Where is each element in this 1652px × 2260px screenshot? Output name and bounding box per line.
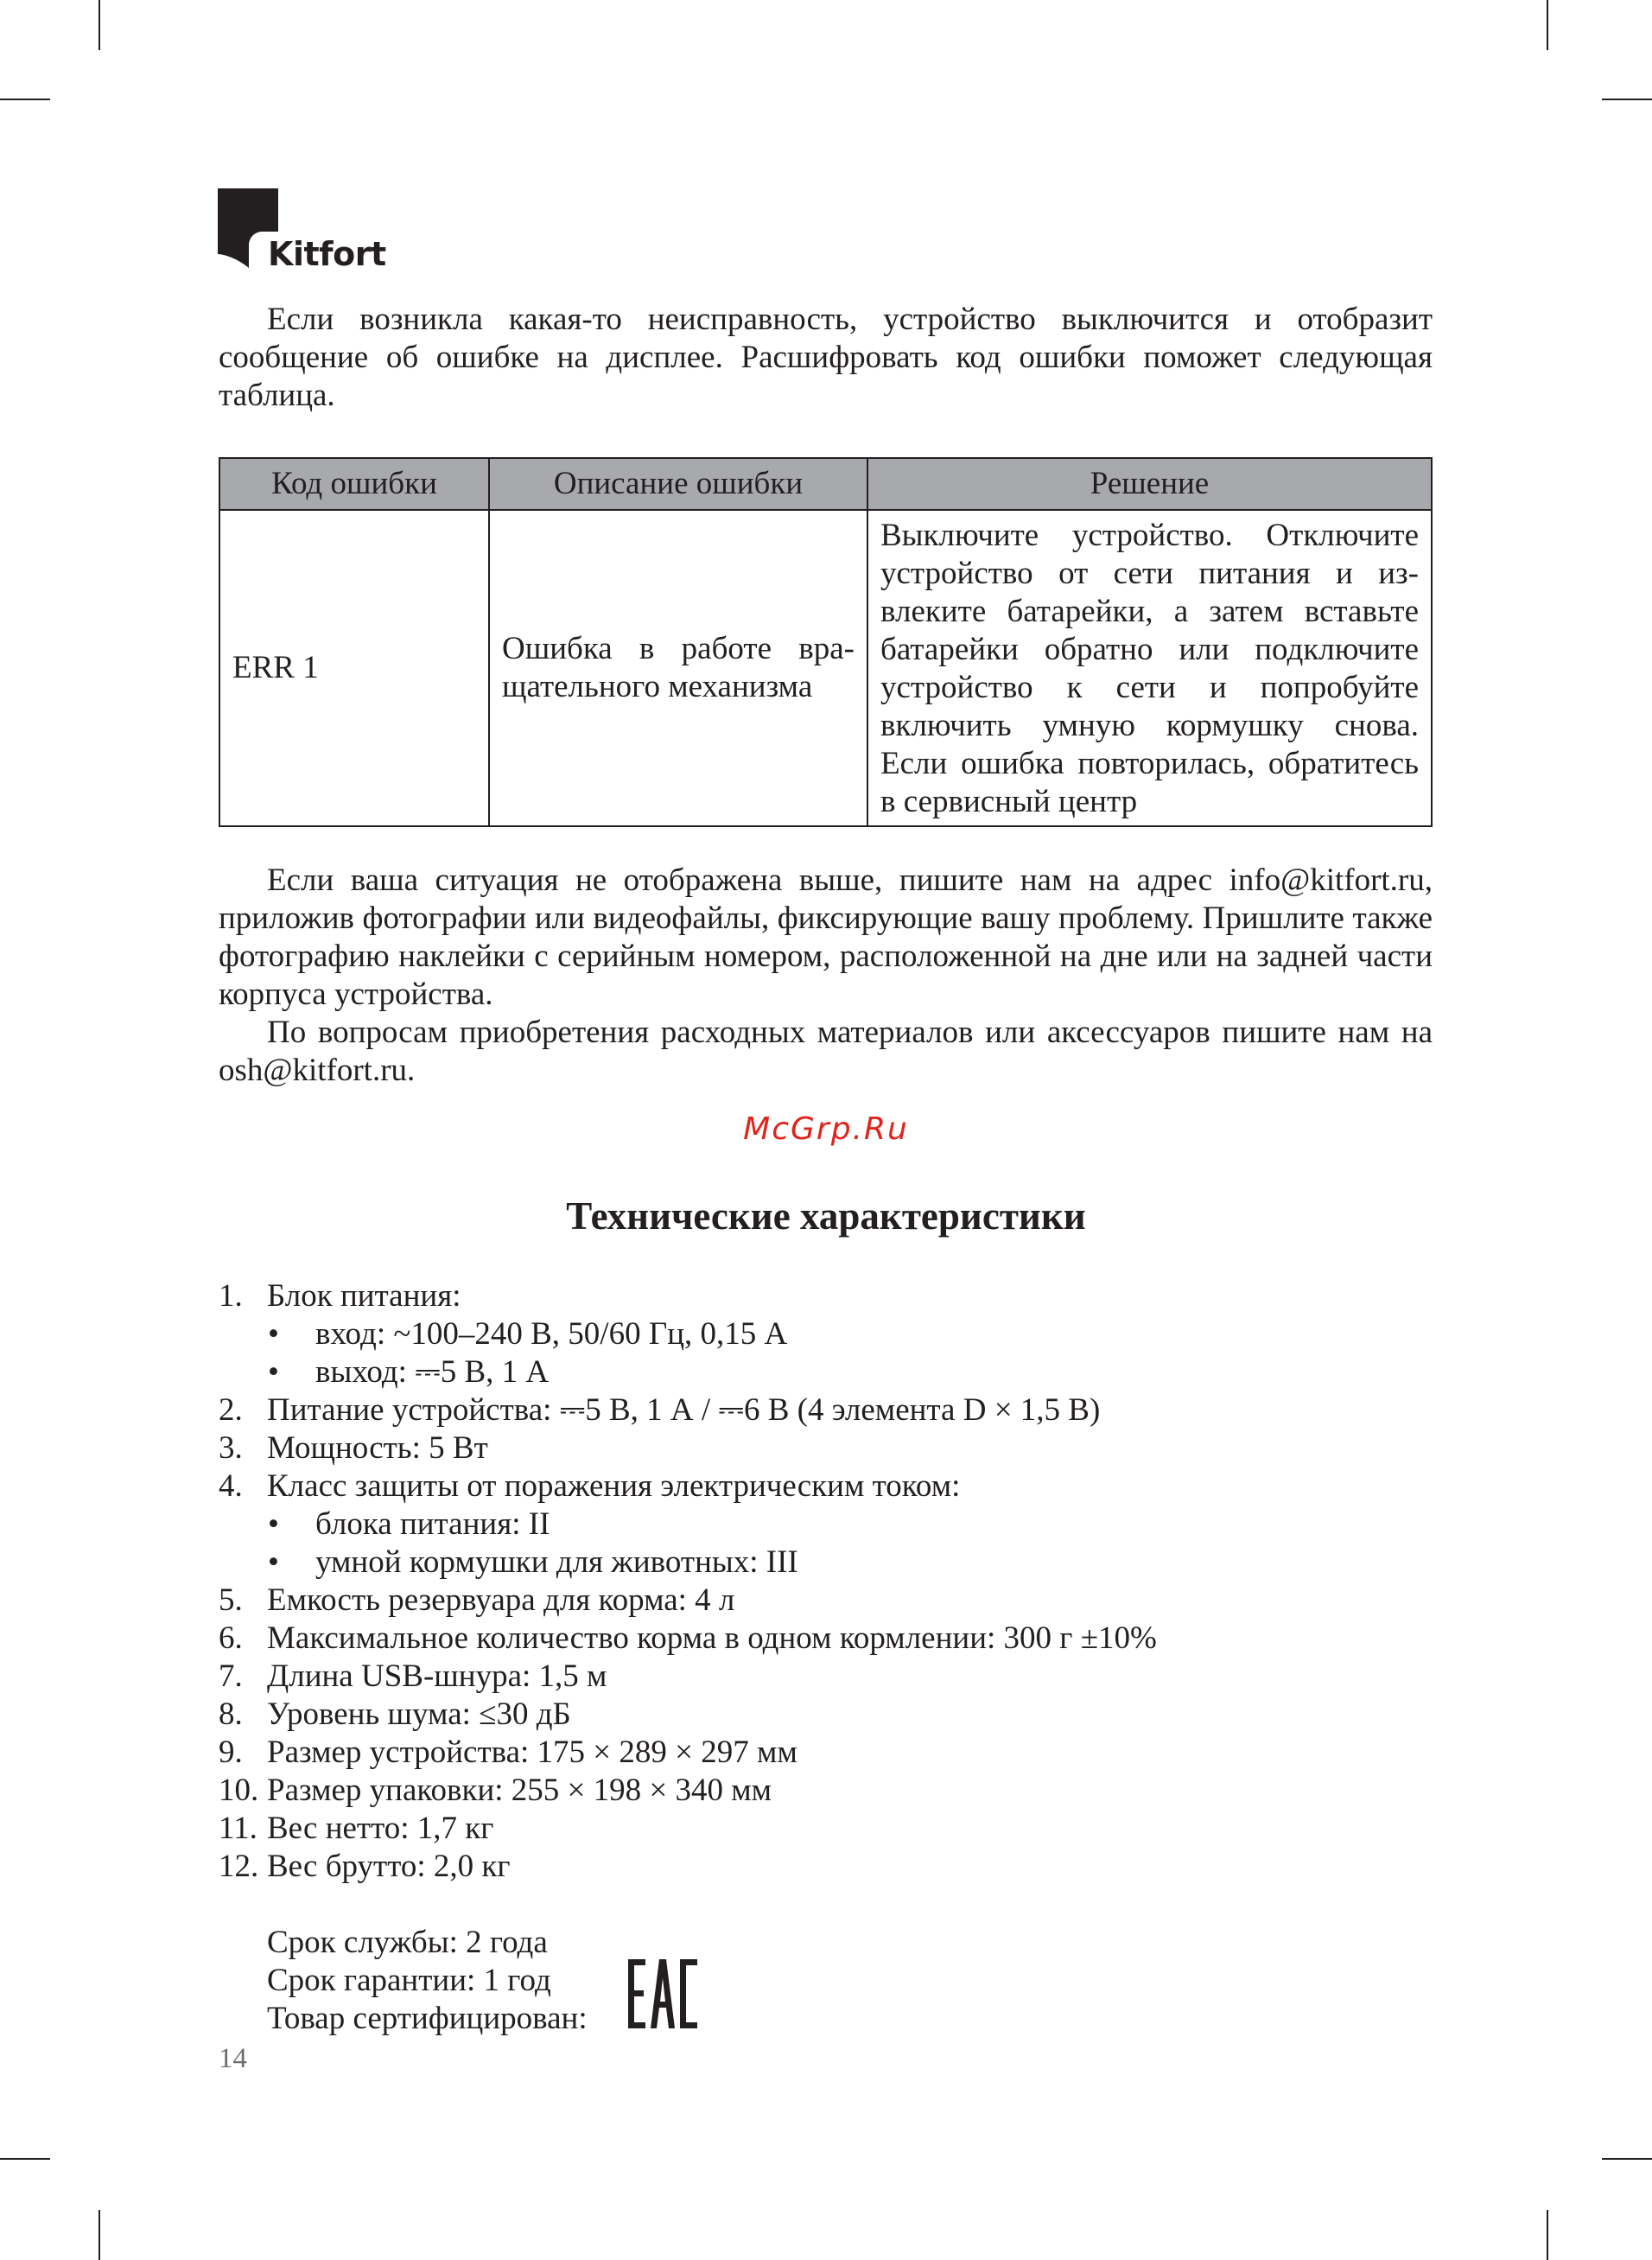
- list-item-text: Блок питания:: [267, 1278, 461, 1314]
- list-item-text: Вес брутто: 2,0 кг: [267, 1849, 511, 1884]
- error-solution-cell: Выключите устройство. Отключите устройство от сети питания и извлеките батарейки, а затем вставьте батарейки обратно или подключите устройство к сети и попробуйте включить умную кормушку снова. Если ошибка повторилась, обратитесь в сервисный центр: [867, 510, 1432, 826]
- contact-paragraph: Если ваша ситуация не отображена выше, пишите нам на адрес info@kitfort.ru, приложив фотографии или видеофайлы, фиксирующие вашу проблему. Пришлите также фотографию наклейки с серийным номером, расположенной на дне или на задней части корпуса устройства.: [219, 863, 1433, 1012]
- list-item-text: Длина USB-шнура: 1,5 м: [267, 1658, 607, 1694]
- crop-mark: [1547, 0, 1548, 50]
- list-item-number: 4.: [219, 1468, 243, 1504]
- intro-block: [219, 301, 1433, 415]
- list-item-text: Питание устройства: ⎓5 В, 1 А / ⎓6 В (4 элемента D × 1,5 В): [267, 1392, 1101, 1428]
- certified-text: Товар сертифицирован:: [267, 2001, 588, 2036]
- list-item-number: 11.: [219, 1811, 257, 1846]
- list-item-text: Емкость резервуара для корма: 4 л: [267, 1582, 735, 1618]
- list-item-number: 6.: [219, 1620, 243, 1656]
- list-item-number: 12.: [219, 1849, 259, 1884]
- list-item-number: 2.: [219, 1392, 243, 1428]
- crop-mark: [98, 0, 100, 50]
- list-item-text: Размер упаковки: 255 × 198 × 340 мм: [267, 1773, 772, 1808]
- list-item-text: Максимальное количество корма в одном кормлении: 300 г ±10%: [267, 1620, 1157, 1656]
- kitfort-logo: [218, 188, 391, 275]
- list-item-text: Уровень шума: ≤30 дБ: [267, 1697, 571, 1732]
- bullet-icon: •: [268, 1544, 279, 1580]
- crop-mark: [1602, 99, 1652, 100]
- crop-mark: [98, 2210, 100, 2260]
- list-item-number: 5.: [219, 1582, 243, 1618]
- list-item-number: 9.: [219, 1735, 243, 1770]
- list-item-text: Класс защиты от поражения электрическим током:: [267, 1468, 961, 1504]
- brand-name: Kitfort: [268, 235, 386, 273]
- list-item-number: 3.: [219, 1430, 243, 1466]
- list-item-number: 10.: [219, 1773, 259, 1808]
- crop-mark: [0, 99, 50, 100]
- contact-block: [219, 862, 1433, 1090]
- error-table: [219, 457, 1433, 827]
- eac-certification-icon: [626, 1958, 699, 2030]
- bullet-icon: •: [268, 1354, 279, 1390]
- table-row: [219, 510, 1432, 826]
- error-code-cell: ERR 1: [219, 510, 489, 826]
- page-number: 14: [219, 2043, 247, 2074]
- crop-mark: [1547, 2210, 1548, 2260]
- table-header-row: [219, 458, 1432, 510]
- section-title: Технические характеристики: [566, 1194, 1086, 1238]
- warranty-text: Срок гарантии: 1 год: [267, 1963, 551, 1998]
- list-item-text: Мощность: 5 Вт: [267, 1430, 488, 1466]
- crop-mark: [1602, 2158, 1652, 2160]
- list-item-number: 8.: [219, 1697, 243, 1732]
- crop-mark: [0, 2158, 50, 2160]
- column-header-code: Код ошибки: [219, 458, 489, 510]
- list-subitem-text: вход: ~100–240 В, 50/60 Гц, 0,15 А: [315, 1316, 788, 1352]
- service-info: [267, 1924, 588, 2038]
- bullet-icon: •: [268, 1506, 279, 1542]
- column-header-solution: Решение: [867, 458, 1432, 510]
- bullet-icon: •: [268, 1316, 279, 1352]
- column-header-description: Описание ошибки: [489, 458, 867, 510]
- list-subitem-text: умной кормушки для животных: III: [315, 1544, 798, 1580]
- list-item-number: 1.: [219, 1278, 243, 1314]
- list-item-text: Вес нетто: 1,7 кг: [267, 1811, 494, 1846]
- list-item-text: Размер устройства: 175 × 289 × 297 мм: [267, 1735, 797, 1770]
- list-subitem-text: выход: ⎓5 В, 1 А: [315, 1354, 550, 1390]
- service-life-text: Срок службы: 2 года: [267, 1925, 548, 1960]
- list-subitem-text: блока питания: II: [315, 1506, 550, 1542]
- watermark-text: McGrp.Ru: [743, 1111, 909, 1147]
- supplies-paragraph: По вопросам приобретения расходных материалов или аксессуаров пишите нам на osh@kitfort.ru.: [219, 1015, 1433, 1088]
- intro-paragraph: Если возникла какая-то неисправность, устройство выключится и отобразит сообщение об ошибке на дисплее. Расшифровать код ошибки поможет следующая таблица.: [219, 302, 1433, 413]
- error-description-cell: Ошибка в работе вращательного механизма: [489, 510, 867, 826]
- list-item-number: 7.: [219, 1658, 243, 1694]
